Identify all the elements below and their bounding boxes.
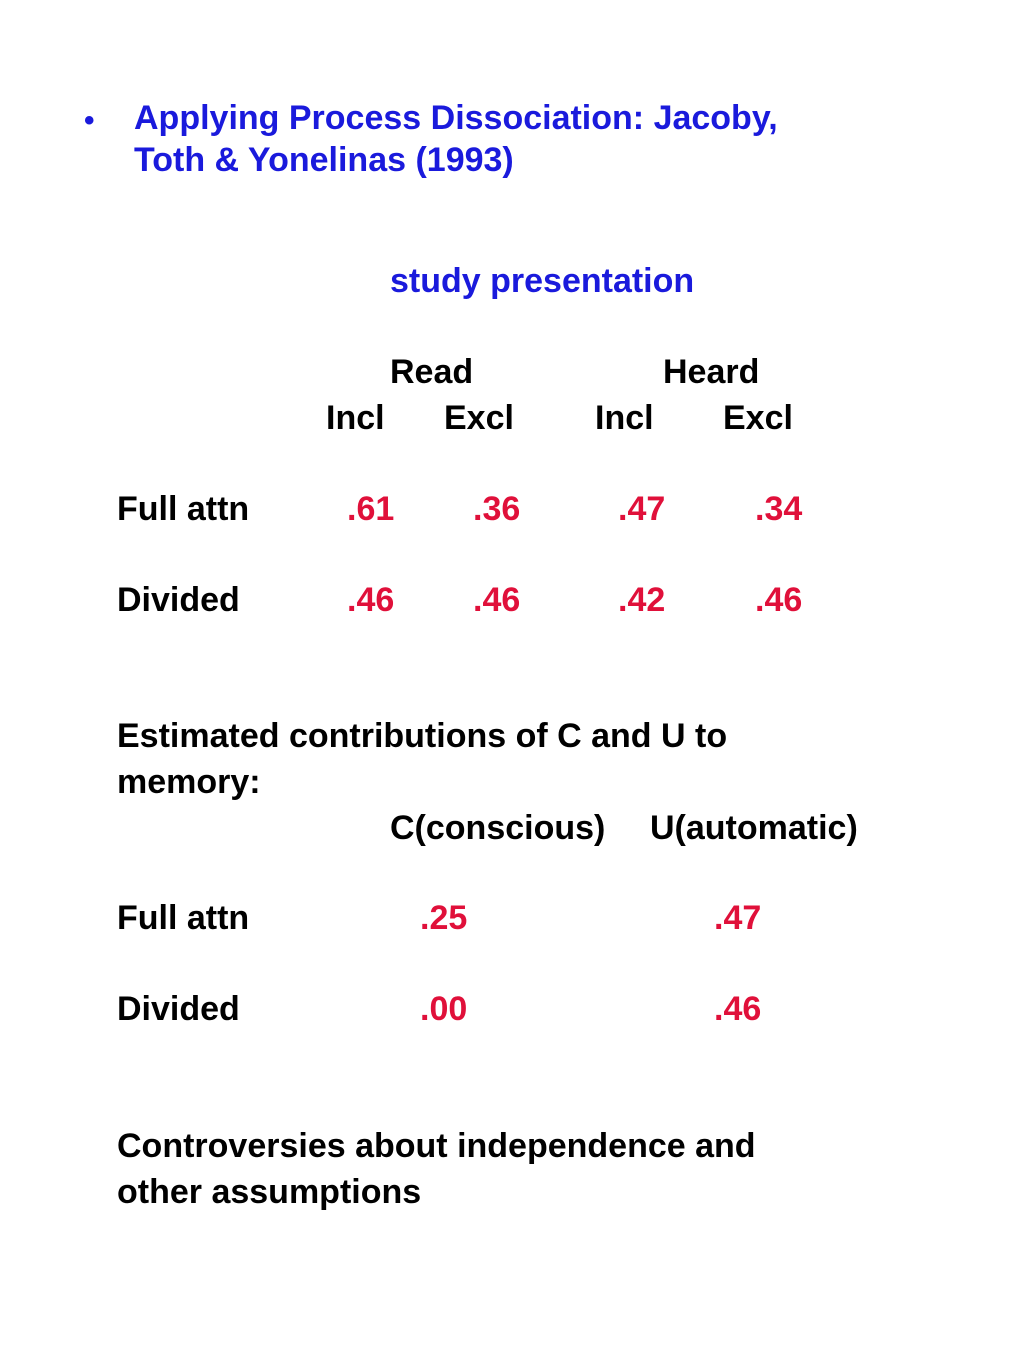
bullet-marker: • xyxy=(84,104,95,137)
estimates-intro-line-1: Estimated contributions of C and U to xyxy=(117,717,728,755)
table1-cell: .42 xyxy=(618,581,666,619)
closing-line-2: other assumptions xyxy=(117,1173,422,1211)
table1-cell: .61 xyxy=(347,490,395,528)
table1-cell: .46 xyxy=(347,581,395,619)
estimates-cell: .47 xyxy=(714,899,762,937)
table1-cell: .46 xyxy=(473,581,521,619)
estimates-header-automatic: U(automatic) xyxy=(650,809,858,847)
table1-cell: .47 xyxy=(618,490,666,528)
estimates-cell: .25 xyxy=(420,899,468,937)
estimates-cell: .46 xyxy=(714,990,762,1028)
table1-row-label-divided: Divided xyxy=(117,581,240,619)
table1-cell: .46 xyxy=(755,581,803,619)
group-header-read: Read xyxy=(390,353,474,391)
estimates-header-conscious: C(conscious) xyxy=(390,809,606,847)
estimates-row-label-full-attn: Full attn xyxy=(117,899,250,937)
subheader-read-excl: Excl xyxy=(444,399,514,437)
subheader-heard-excl: Excl xyxy=(723,399,793,437)
subheader-read-incl: Incl xyxy=(326,399,385,437)
estimates-row-label-divided: Divided xyxy=(117,990,240,1028)
table1-cell: .34 xyxy=(755,490,803,528)
slide-title-line-1: Applying Process Dissociation: Jacoby, xyxy=(134,99,778,137)
slide-title-line-2: Toth & Yonelinas (1993) xyxy=(134,141,514,179)
estimates-intro-line-2: memory: xyxy=(117,763,261,801)
table-caption: study presentation xyxy=(390,262,695,300)
closing-line-1: Controversies about independence and xyxy=(117,1127,756,1165)
table1-row-label-full-attn: Full attn xyxy=(117,490,250,528)
estimates-cell: .00 xyxy=(420,990,468,1028)
table1-cell: .36 xyxy=(473,490,521,528)
group-header-heard: Heard xyxy=(663,353,760,391)
subheader-heard-incl: Incl xyxy=(595,399,654,437)
